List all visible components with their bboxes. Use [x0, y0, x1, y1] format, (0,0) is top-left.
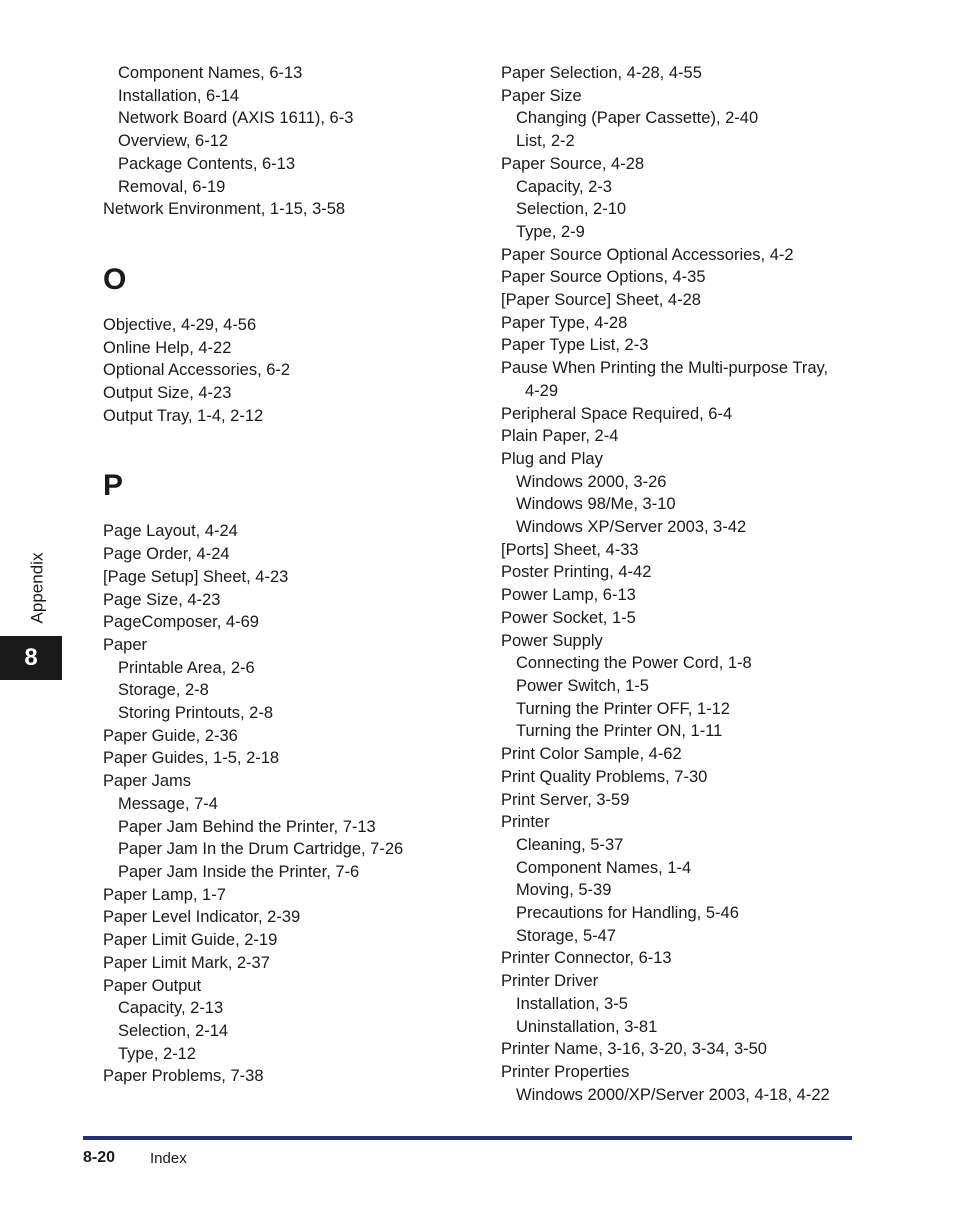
index-subentry: List, 2-2: [516, 132, 575, 151]
index-subentry: Message, 7-4: [118, 794, 218, 813]
index-entry: Paper Source Optional Accessories, 4-2: [501, 245, 794, 264]
index-entry: Plain Paper, 2-4: [501, 427, 619, 446]
index-entry: PageComposer, 4-69: [103, 613, 259, 632]
index-subentry: Turning the Printer ON, 1-11: [516, 722, 723, 741]
index-entry: Pause When Printing the Multi-purpose Tray,: [501, 359, 829, 378]
index-entry-continuation: 4-29: [525, 381, 559, 400]
footer-rule: [83, 1136, 852, 1140]
index-column-left: [103, 62, 463, 1088]
index-subentry: Storing Printouts, 2-8: [118, 704, 273, 723]
index-entry: Paper Jams: [103, 772, 192, 791]
index-subentry: Installation, 3-5: [516, 994, 628, 1013]
index-entry: Output Tray, 1-4, 2-12: [103, 406, 264, 425]
index-entry: Paper Source Options, 4-35: [501, 268, 706, 287]
index-entry: [Paper Source] Sheet, 4-28: [501, 291, 701, 310]
index-entry: Output Size, 4-23: [103, 384, 232, 403]
index-entry: Network Environment, 1-15, 3-58: [103, 200, 346, 219]
index-entry: Paper Limit Mark, 2-37: [103, 953, 270, 972]
index-subentry: Storage, 2-8: [118, 681, 209, 700]
index-subentry: Storage, 5-47: [516, 926, 616, 945]
index-entry: Paper Level Indicator, 2-39: [103, 908, 301, 927]
index-entry: Paper Selection, 4-28, 4-55: [501, 64, 702, 82]
index-entry: Paper Guides, 1-5, 2-18: [103, 749, 280, 768]
index-subentry: Moving, 5-39: [516, 881, 612, 900]
section-label: [22, 548, 52, 628]
index-entry: Power Supply: [501, 631, 603, 650]
index-subentry: Removal, 6-19: [118, 177, 226, 196]
index-entry: [Ports] Sheet, 4-33: [501, 540, 639, 559]
index-entry: Paper Type, 4-28: [501, 313, 628, 332]
index-entry: Paper Source, 4-28: [501, 154, 645, 173]
index-subentry: Type, 2-12: [118, 1044, 196, 1063]
index-subentry: Paper Jam Behind the Printer, 7-13: [118, 817, 376, 836]
index-subentry: Component Names, 1-4: [516, 858, 692, 877]
index-subentry: Capacity, 2-13: [118, 999, 224, 1018]
index-entry: Online Help, 4-22: [103, 338, 232, 357]
index-entry: Printer Name, 3-16, 3-20, 3-34, 3-50: [501, 1040, 767, 1059]
index-entry: Page Layout, 4-24: [103, 522, 238, 541]
index-entry: Paper Limit Guide, 2-19: [103, 931, 278, 950]
index-subentry: Uninstallation, 3-81: [516, 1017, 658, 1036]
index-letter-heading-o: O: [103, 262, 127, 296]
index-subentry: Overview, 6-12: [118, 132, 229, 151]
index-entry: Printer Connector, 6-13: [501, 949, 672, 968]
index-entry: Optional Accessories, 6-2: [103, 361, 291, 380]
index-subentry: Changing (Paper Cassette), 2-40: [516, 109, 759, 128]
index-entry: Objective, 4-29, 4-56: [103, 315, 257, 334]
index-subentry: Turning the Printer OFF, 1-12: [516, 699, 730, 718]
index-subentry: Windows 2000, 3-26: [516, 472, 667, 491]
index-entry: Plug and Play: [501, 449, 603, 468]
index-subentry: Paper Jam In the Drum Cartridge, 7-26: [118, 840, 404, 859]
index-entry: Paper Lamp, 1-7: [103, 885, 226, 904]
index-column-right: [501, 62, 861, 1106]
index-entry: Printer: [501, 813, 550, 832]
index-subentry: Installation, 6-14: [118, 86, 240, 105]
index-subentry: Windows 98/Me, 3-10: [516, 495, 676, 514]
index-subentry: Windows XP/Server 2003, 3-42: [516, 518, 747, 537]
index-entry: Printer Properties: [501, 1062, 630, 1081]
index-entry: Page Order, 4-24: [103, 545, 230, 564]
index-entry: [Page Setup] Sheet, 4-23: [103, 567, 289, 586]
index-subentry: Selection, 2-14: [118, 1021, 229, 1040]
index-entry: Poster Printing, 4-42: [501, 563, 652, 582]
index-entry: Paper Guide, 2-36: [103, 726, 238, 745]
index-subentry: Precautions for Handling, 5-46: [516, 904, 739, 923]
index-entry: Paper Size: [501, 86, 582, 105]
index-entry: Paper Problems, 7-38: [103, 1067, 264, 1086]
index-subentry: Printable Area, 2-6: [118, 658, 255, 677]
index-subentry: Paper Jam Inside the Printer, 7-6: [118, 862, 360, 881]
index-subentry: Capacity, 2-3: [516, 177, 612, 196]
index-entry: Printer Driver: [501, 972, 599, 991]
index-entry: Power Lamp, 6-13: [501, 586, 636, 605]
index-subentry: Selection, 2-10: [516, 200, 627, 219]
index-entry: Print Quality Problems, 7-30: [501, 767, 708, 786]
index-entry: Power Socket, 1-5: [501, 608, 636, 627]
index-entry: Print Color Sample, 4-62: [501, 745, 682, 764]
index-subentry: Power Switch, 1-5: [516, 676, 649, 695]
index-entry: Peripheral Space Required, 6-4: [501, 404, 733, 423]
index-entry: Paper Type List, 2-3: [501, 336, 649, 355]
index-entry: Page Size, 4-23: [103, 590, 221, 609]
index-entry: Print Server, 3-59: [501, 790, 630, 809]
index-entry: Paper Output: [103, 976, 202, 995]
index-subentry: Package Contents, 6-13: [118, 154, 296, 173]
index-subentry: Windows 2000/XP/Server 2003, 4-18, 4-22: [516, 1085, 830, 1104]
index-subentry: Component Names, 6-13: [118, 64, 303, 82]
chapter-tab: 8: [0, 636, 62, 680]
index-letter-heading-p: P: [103, 469, 124, 503]
section-label-text: Appendix: [27, 552, 47, 624]
index-subentry: Cleaning, 5-37: [516, 835, 624, 854]
index-subentry: Connecting the Power Cord, 1-8: [516, 654, 752, 673]
index-entry: Paper: [103, 635, 148, 654]
index-subentry: Type, 2-9: [516, 222, 585, 241]
footer-title: Index: [150, 1150, 187, 1167]
index-subentry: Network Board (AXIS 1611), 6-3: [118, 109, 354, 128]
page-number: 8-20: [83, 1149, 116, 1166]
